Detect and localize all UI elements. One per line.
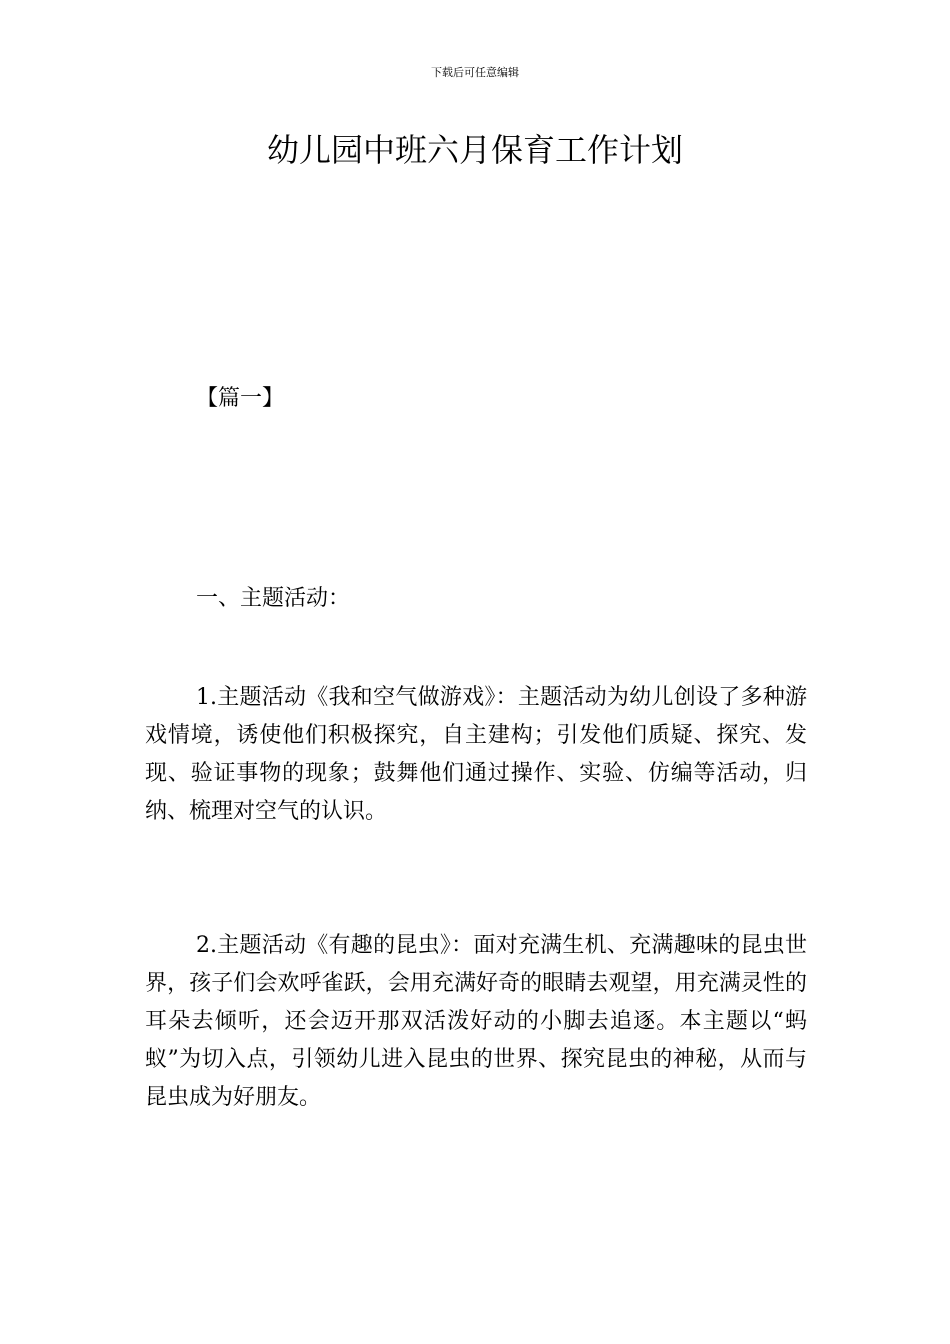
header-note: 下载后可任意编辑	[431, 66, 519, 79]
paragraph-2: 2.主题活动《有趣的昆虫》：面对充满生机、充满趣味的昆虫世界，孩子们会欢呼雀跃，会用充满好奇的眼睛去观望，用充满灵性的耳朵去倾听，还会迈开那双活泼好动的小脚去追逐。本主题以“蚂蚁”为切入点，引领幼儿进入昆虫的世界、探究昆虫的神秘，从而与昆虫成为好朋友。	[145, 933, 807, 1110]
section-heading: 一、主题活动：	[196, 586, 351, 611]
paragraph-1: 1.主题活动《我和空气做游戏》：主题活动为幼儿创设了多种游戏情境，诱使他们积极探究，自主建构；引发他们质疑、探究、发现、验证事物的现象；鼓舞他们通过操作、实验、仿编等活动，归纳、梳理对空气的认识。	[145, 685, 807, 824]
section-label: 【篇一】	[196, 386, 285, 411]
document-title: 幼儿园中班六月保育工作计划	[266, 131, 683, 169]
